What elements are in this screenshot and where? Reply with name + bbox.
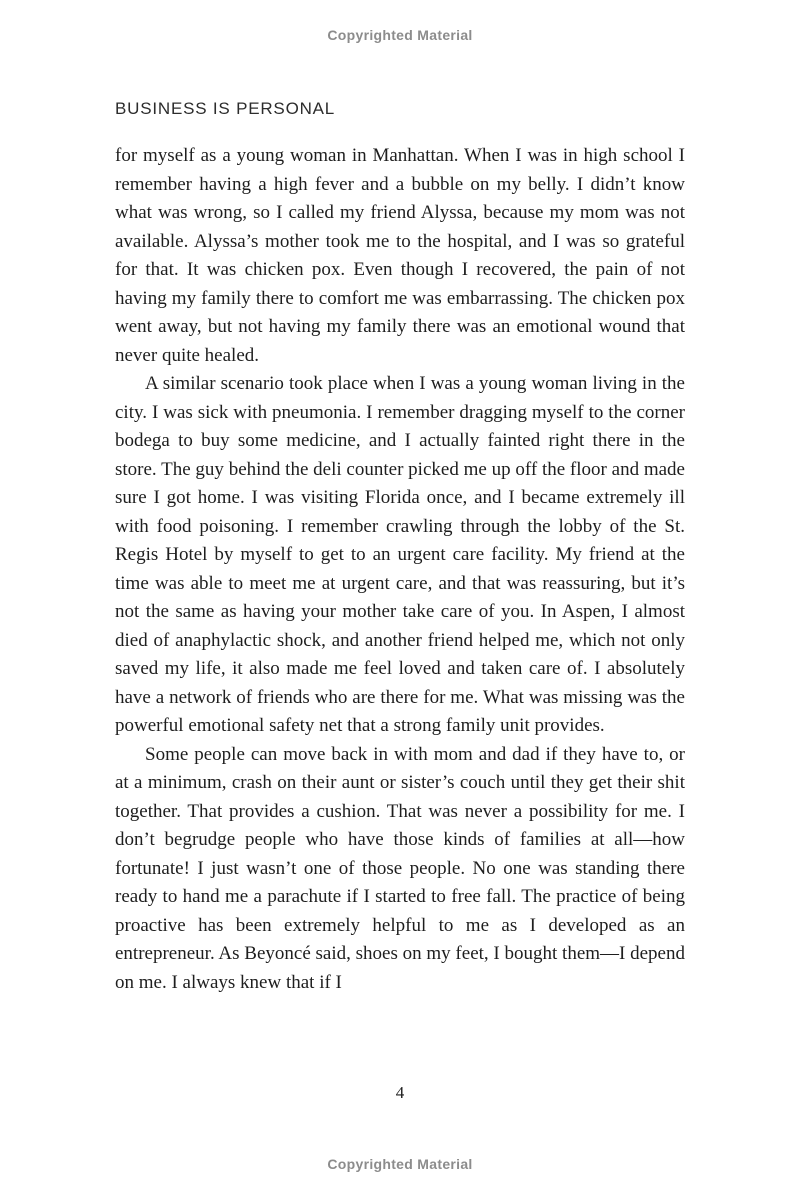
running-head: BUSINESS IS PERSONAL <box>115 99 336 118</box>
copyright-notice-top: Copyrighted Material <box>327 27 473 43</box>
page-number: 4 <box>395 1083 405 1102</box>
paragraph-1: for myself as a young woman in Manhattan. When I was in high school I remember having a high fever and a bubble on my belly. I didn’t know what was wrong, so I called my friend Alyssa, because my mom was not available. Alyssa’s mother took me to the hospital, and I was so grateful for that. It was chicken pox. Even though I recovered, the pain of not having my family there to comfort me was embarrassing. The chicken pox went away, but not having my family there was an emotional wound that never quite healed. <box>115 145 685 366</box>
paragraph-2: A similar scenario took place when I was a young woman living in the city. I was sick with pneumonia. I remember dragging myself to the corner bodega to buy some medicine, and I actually fainted right there in the store. The guy behind the deli counter picked me up off the floor and made sure I got home. I was visiting Florida once, and I became extremely ill with food poisoning. I remember crawling through the lobby of the St. Regis Hotel by myself to get to an urgent care facility. My friend at the time was able to meet me at urgent care, and that was reassuring, but it’s not the same as having your mother take care of you. In Aspen, I almost died of anaphylactic shock, and another friend helped me, which not only saved my life, it also made me feel loved and taken care of. I absolutely have a network of friends who are there for me. What was missing was the powerful emotional safety net that a strong family unit provides. <box>115 373 685 736</box>
paragraph-3: Some people can move back in with mom and dad if they have to, or at a minimum, crash on their aunt or sister’s couch until they get their shit together. That provides a cushion. That was never a possibility for me. I don’t begrudge people who have those kinds of families at all—how fortunate! I just wasn’t one of those people. No one was standing there ready to hand me a parachute if I started to free fall. The practice of being proactive has been extremely helpful to me as I developed as an entrepreneur. As Beyoncé said, shoes on my feet, I bought them—I depend on me. I always knew that if I <box>115 743 685 993</box>
page-body <box>115 142 685 997</box>
copyright-notice-bottom: Copyrighted Material <box>327 1156 473 1172</box>
